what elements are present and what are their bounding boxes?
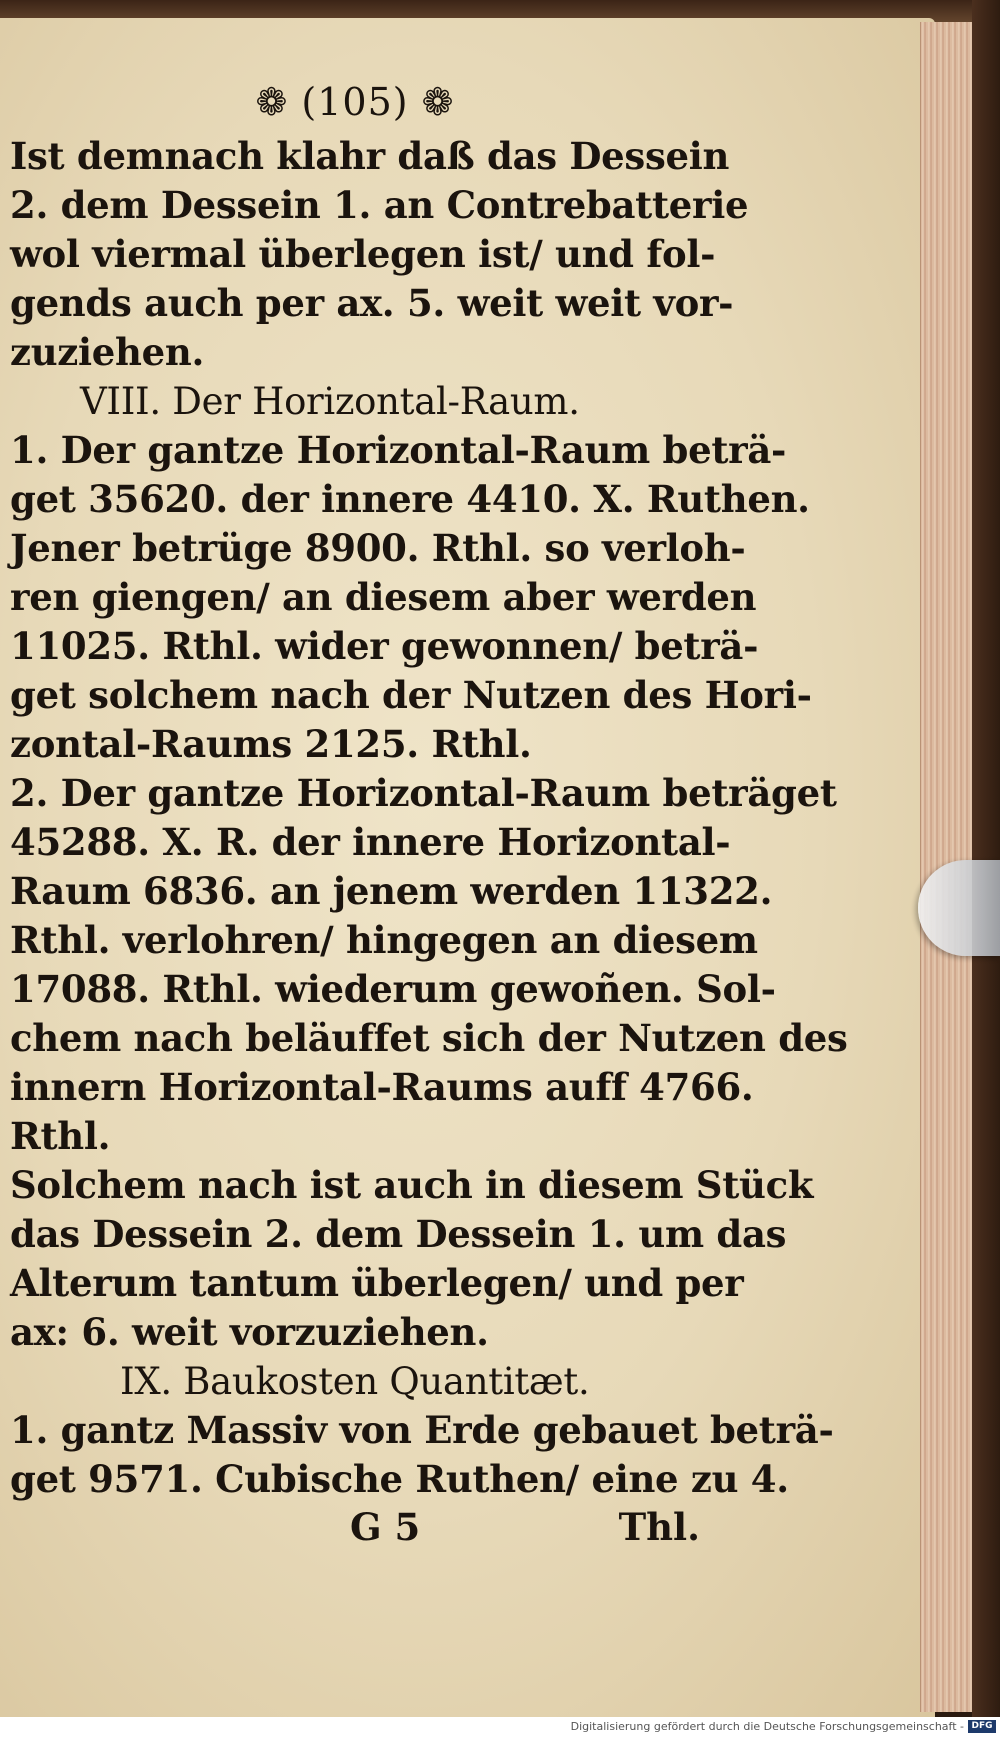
text-line: 2. dem Dessein 1. an Contrebatterie [10,183,749,227]
page-header: ❁ (105) ❁ [255,80,455,124]
text-line: zuziehen. [10,330,205,374]
text-line: Rthl. [10,1114,111,1158]
text-line: Solchem nach ist auch in diesem Stück [10,1163,814,1207]
text-line: chem nach beläuffet sich der Nutzen des [10,1016,848,1060]
section-heading: IX. Baukosten Quantitæt. [120,1360,590,1403]
text-line: get 35620. der innere 4410. X. Ruthen. [10,477,810,521]
text-line: Raum 6836. an jenem werden 11322. [10,869,773,913]
section-heading: VIII. Der Horizontal-Raum. [80,380,580,423]
text-line: 2. Der gantze Horizontal-Raum beträget [10,771,837,815]
text-line: wol viermal überlegen ist/ und fol- [10,232,716,276]
text-line: 17088. Rthl. wiederum gewoñen. Sol- [10,967,776,1011]
signature-mark: G 5 [350,1505,421,1549]
text-line: get solchem nach der Nutzen des Hori- [10,673,812,717]
text-line: zontal-Raums 2125. Rthl. [10,722,532,766]
text-line: ren giengen/ an diesem aber werden [10,575,757,619]
dfg-logo: DFG [968,1720,996,1733]
text-line: ax: 6. weit vorzuziehen. [10,1310,489,1354]
text-line: 1. gantz Massiv von Erde gebauet beträ- [10,1408,834,1452]
text-line: Jener betrüge 8900. Rthl. so verloh- [10,526,746,570]
text-line: innern Horizontal-Raums auff 4766. [10,1065,754,1109]
text-line: 45288. X. R. der innere Horizontal- [10,820,731,864]
digitization-footer [0,1717,1000,1737]
text-line: 1. Der gantze Horizontal-Raum beträ- [10,428,787,472]
page-text [10,72,848,1550]
text-line: gends auch per ax. 5. weit weit vor- [10,281,734,325]
text-line: Alterum tantum überlegen/ und per [10,1261,744,1305]
signature-line [10,1504,700,1550]
text-line: get 9571. Cubische Ruthen/ eine zu 4. [10,1457,789,1501]
text-line: 11025. Rthl. wider gewonnen/ beträ- [10,624,759,668]
text-line: das Dessein 2. dem Dessein 1. um das [10,1212,787,1256]
text-line: Rthl. verlohren/ hingegen an diesem [10,918,758,962]
footer-credit: Digitalisierung gefördert durch die Deutsche Forschungsgemeinschaft - [570,1720,964,1733]
catchword: Thl. [618,1505,700,1549]
text-line: Ist demnach klahr daß das Dessein [10,134,730,178]
